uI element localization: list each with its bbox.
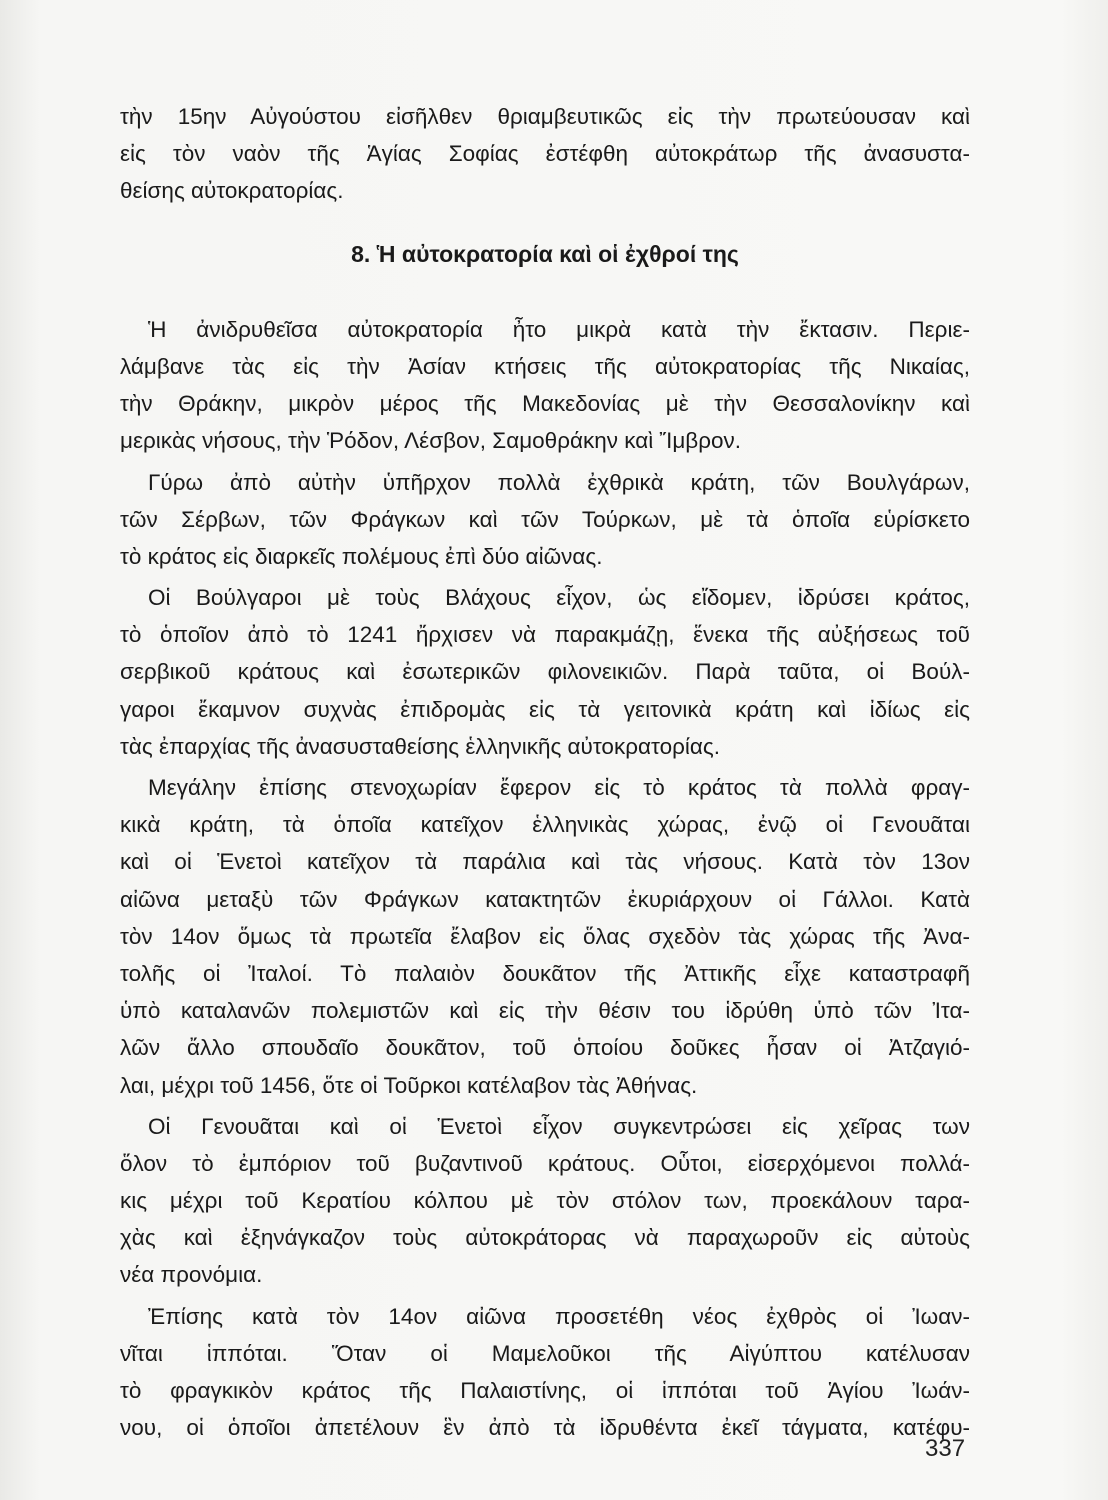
text-line: ὑπὸ καταλανῶν πολεμιστῶν καὶ εἰς τὴν θέσιν του ἱδρύθη ὑπὸ τῶν Ἰτα-: [120, 998, 970, 1024]
text-line: Ἡ ἀνιδρυθεῖσα αὐτοκρατορία ἦτο μικρὰ κατὰ τὴν ἔκτασιν. Περιε-: [148, 316, 970, 342]
text-line: γαροι ἔκαμνον συχνὰς ἐπιδρομὰς εἰς τὰ γειτονικὰ κράτη καὶ ἰδίως εἰς: [120, 696, 970, 722]
text-line: τὰς ἐπαρχίας τῆς ἀνασυσταθείσης ἑλληνικῆς αὐτοκρατορίας.: [120, 733, 720, 759]
text-line: νῖται ἱππόται. Ὅταν οἱ Μαμελοῦκοι τῆς Αἰγύπτου κατέλυσαν: [120, 1340, 970, 1366]
text-line: Γύρω ἀπὸ αὐτὴν ὑπῆρχον πολλὰ ἐχθρικὰ κράτη, τῶν Βουλγάρων,: [148, 469, 970, 495]
paragraph: [120, 1298, 970, 1447]
text-line: λῶν ἄλλο σπουδαῖο δουκᾶτον, τοῦ ὁποίου δοῦκες ἦσαν οἱ Ἀτζαγιό-: [120, 1035, 970, 1061]
text-line: τὴν Θράκην, μικρὸν μέρος τῆς Μακεδονίας μὲ τὴν Θεσσαλονίκην καὶ: [120, 391, 970, 417]
paragraph: [120, 311, 970, 460]
text-line: Οἱ Γενουᾶται καὶ οἱ Ἑνετοὶ εἶχον συγκεντρώσει εἰς χεῖρας των: [148, 1113, 970, 1139]
paragraph: [120, 579, 970, 765]
text-line: λαι, μέχρι τοῦ 1456, ὅτε οἱ Τοῦρκοι κατέλαβον τὰς Ἀθήνας.: [120, 1072, 698, 1098]
text-line: καὶ οἱ Ἑνετοὶ κατεῖχον τὰ παράλια καὶ τὰς νήσους. Κατὰ τὸν 13ον: [120, 849, 970, 875]
text-line: κικὰ κράτη, τὰ ὁποῖα κατεῖχον ἑλληνικὰς χώρας, ἐνῷ οἱ Γενουᾶται: [120, 812, 970, 838]
text-line: τὸ κράτος εἰς διαρκεῖς πολέμους ἐπὶ δύο αἰῶνας.: [120, 543, 603, 569]
text-line: Ἐπίσης κατὰ τὸν 14ον αἰῶνα προσετέθη νέος ἐχθρὸς οἱ Ἰωαν-: [148, 1303, 970, 1329]
text-line: τὴν 15ην Αὐγούστου εἰσῆλθεν θριαμβευτικῶς εἰς τὴν πρωτεύουσαν καὶ: [120, 104, 970, 129]
text-line: μερικὰς νήσους, τὴν Ῥόδον, Λέσβον, Σαμοθράκην καὶ Ἴμβρον.: [120, 428, 742, 454]
text-line: σερβικοῦ κράτους καὶ ἐσωτερικῶν φιλονεικιῶν. Παρὰ ταῦτα, οἱ Βούλ-: [120, 659, 970, 685]
text-line: Οἱ Βούλγαροι μὲ τοὺς Βλάχους εἶχον, ὡς εἴδομεν, ἱδρύσει κράτος,: [148, 585, 970, 611]
paragraph: [120, 1108, 970, 1294]
text-line: τὸ ὁποῖον ἀπὸ τὸ 1241 ἤρχισεν νὰ παρακμάζῃ, ἕνεκα τῆς αὐξήσεως τοῦ: [120, 622, 970, 648]
section-heading: 8. Ἡ αὐτοκρατορία καὶ οἱ ἐχθροί της: [351, 240, 739, 267]
text-line: Μεγάλην ἐπίσης στενοχωρίαν ἔφερον εἰς τὸ κράτος τὰ πολλὰ φραγ-: [148, 775, 970, 801]
paragraph: [120, 769, 970, 1104]
text-line: χὰς καὶ ἐξηνάγκαζον τοὺς αὐτοκράτορας νὰ παραχωροῦν εἰς αὐτοὺς: [120, 1225, 970, 1251]
text-line: εἰς τὸν ναὸν τῆς Ἁγίας Σοφίας ἐστέφθη αὐτοκράτωρ τῆς ἀνασυστα-: [120, 141, 970, 167]
page-text: [120, 98, 970, 1446]
intro-paragraph: [120, 98, 970, 210]
text-line: τῶν Σέρβων, τῶν Φράγκων καὶ τῶν Τούρκων, μὲ τὰ ὁποῖα εὑρίσκετο: [120, 506, 970, 532]
text-line: ὅλον τὸ ἐμπόριον τοῦ βυζαντινοῦ κράτους. Οὗτοι, εἰσερχόμενοι πολλά-: [120, 1150, 970, 1176]
text-line: κις μέχρι τοῦ Κερατίου κόλπου μὲ τὸν στόλον των, προεκάλουν ταρα-: [120, 1188, 970, 1214]
paragraph: [120, 464, 970, 576]
text-line: τὸ φραγκικὸν κράτος τῆς Παλαιστίνης, οἱ ἱππόται τοῦ Ἁγίου Ἰωάν-: [120, 1378, 970, 1404]
text-line: νου, οἱ ὁποῖοι ἀπετέλουν ἓν ἀπὸ τὰ ἱδρυθέντα ἐκεῖ τάγματα, κατέφυ-: [120, 1415, 970, 1441]
text-line: αἰῶνα μεταξὺ τῶν Φράγκων κατακτητῶν ἐκυριάρχουν οἱ Γάλλοι. Κατὰ: [120, 886, 970, 912]
text-line: τολῆς οἱ Ἰταλοί. Τὸ παλαιὸν δουκᾶτον τῆς Ἀττικῆς εἶχε καταστραφῆ: [120, 960, 970, 986]
text-line: θείσης αὐτοκρατορίας.: [120, 178, 344, 204]
text-line: τὸν 14ον ὅμως τὰ πρωτεῖα ἔλαβον εἰς ὅλας σχεδὸν τὰς χώρας τῆς Ἀνα-: [120, 923, 970, 949]
text-line: λάμβανε τὰς εἰς τὴν Ἀσίαν κτήσεις τῆς αὐτοκρατορίας τῆς Νικαίας,: [120, 353, 970, 379]
page-number: 337: [925, 1435, 966, 1462]
text-line: νέα προνόμια.: [120, 1262, 263, 1288]
